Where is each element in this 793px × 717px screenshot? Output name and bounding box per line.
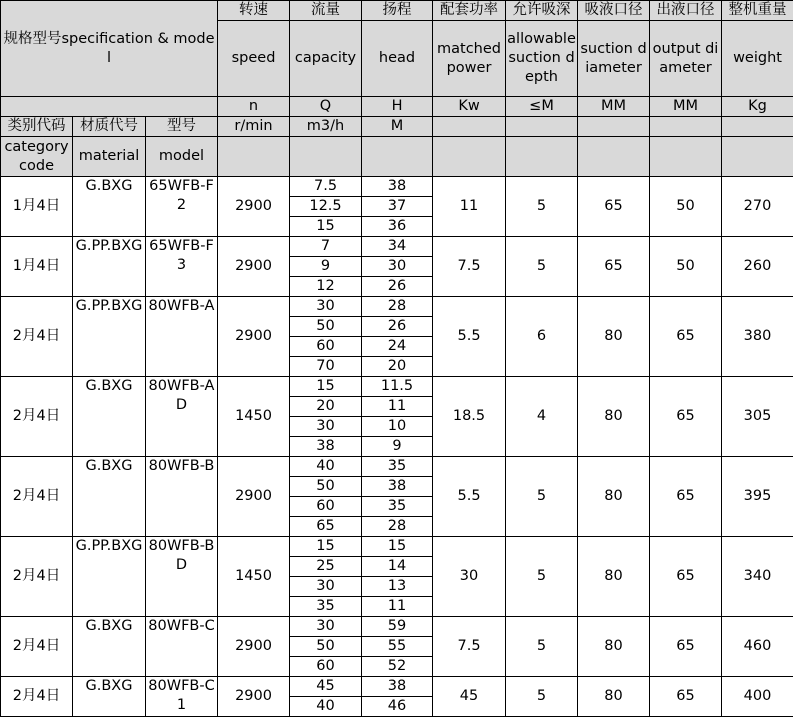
material-cell: G.PP.BXG [73, 237, 146, 297]
capacity-cell: 60 [290, 657, 362, 677]
table-row [1, 377, 793, 397]
suction-depth-cell: 5 [506, 237, 578, 297]
head-cell: 26 [362, 277, 433, 297]
head-cell: 11 [362, 597, 433, 617]
power-cell: 5.5 [433, 457, 506, 537]
head-cell: 55 [362, 637, 433, 657]
weight-cell: 460 [722, 617, 793, 677]
col-zh-capacity: 流量 [290, 1, 362, 21]
sub-en-category: category code [1, 137, 73, 177]
col-unit-head: H [362, 97, 433, 117]
suction-diameter-cell: 65 [578, 237, 650, 297]
table-row [1, 177, 793, 197]
col-en-suction: allowable suction depth [506, 21, 578, 97]
category-code-cell: 2月4日 [1, 677, 73, 717]
head-cell: 38 [362, 477, 433, 497]
col-unit-power: Kw [433, 97, 506, 117]
material-cell: G.BXG [73, 377, 146, 457]
suction-depth-cell: 4 [506, 377, 578, 457]
model-cell: 80WFB-B [146, 457, 218, 537]
table-row [1, 457, 793, 477]
col-subunit-output-dia [650, 117, 722, 137]
col-zh-power: 配套功率 [433, 1, 506, 21]
model-cell: 80WFB-A [146, 297, 218, 377]
speed-cell: 2900 [218, 677, 290, 717]
sub-en-blank [722, 137, 793, 177]
head-cell: 38 [362, 177, 433, 197]
power-cell: 30 [433, 537, 506, 617]
suction-diameter-cell: 65 [578, 177, 650, 237]
capacity-cell: 40 [290, 457, 362, 477]
head-cell: 15 [362, 537, 433, 557]
capacity-cell: 50 [290, 317, 362, 337]
capacity-cell: 45 [290, 677, 362, 697]
capacity-cell: 12.5 [290, 197, 362, 217]
spec-model-header: 规格型号specification & model [1, 1, 218, 97]
weight-cell: 395 [722, 457, 793, 537]
header-blank [1, 97, 218, 117]
col-subunit-weight [722, 117, 793, 137]
output-diameter-cell: 50 [650, 237, 722, 297]
suction-depth-cell: 5 [506, 177, 578, 237]
col-en-suction-dia: suction diameter [578, 21, 650, 97]
capacity-cell: 7 [290, 237, 362, 257]
speed-cell: 1450 [218, 537, 290, 617]
col-subunit-speed: r/min [218, 117, 290, 137]
sub-en-blank [578, 137, 650, 177]
output-diameter-cell: 50 [650, 177, 722, 237]
head-cell: 36 [362, 217, 433, 237]
table-row [1, 617, 793, 637]
model-cell: 65WFB-F3 [146, 237, 218, 297]
speed-cell: 2900 [218, 177, 290, 237]
capacity-cell: 30 [290, 297, 362, 317]
col-en-capacity: capacity [290, 21, 362, 97]
power-cell: 7.5 [433, 617, 506, 677]
head-cell: 35 [362, 457, 433, 477]
power-cell: 45 [433, 677, 506, 717]
speed-cell: 1450 [218, 377, 290, 457]
head-cell: 11 [362, 397, 433, 417]
capacity-cell: 38 [290, 437, 362, 457]
category-code-cell: 2月4日 [1, 457, 73, 537]
category-code-cell: 2月4日 [1, 297, 73, 377]
output-diameter-cell: 65 [650, 457, 722, 537]
table-row [1, 537, 793, 557]
head-cell: 24 [362, 337, 433, 357]
head-cell: 59 [362, 617, 433, 637]
table-row [1, 297, 793, 317]
suction-diameter-cell: 80 [578, 537, 650, 617]
sub-zh-category: 类别代码 [1, 117, 73, 137]
capacity-cell: 30 [290, 417, 362, 437]
material-cell: G.BXG [73, 457, 146, 537]
output-diameter-cell: 65 [650, 377, 722, 457]
suction-depth-cell: 5 [506, 617, 578, 677]
weight-cell: 270 [722, 177, 793, 237]
col-subunit-suction-dia [578, 117, 650, 137]
sub-en-blank [433, 137, 506, 177]
weight-cell: 380 [722, 297, 793, 377]
capacity-cell: 9 [290, 257, 362, 277]
col-subunit-power [433, 117, 506, 137]
col-unit-output-dia: MM [650, 97, 722, 117]
col-zh-weight: 整机重量 [722, 1, 793, 21]
model-cell: 80WFB-BD [146, 537, 218, 617]
suction-depth-cell: 5 [506, 537, 578, 617]
sub-en-material: material [73, 137, 146, 177]
capacity-cell: 15 [290, 537, 362, 557]
power-cell: 7.5 [433, 237, 506, 297]
suction-depth-cell: 5 [506, 457, 578, 537]
head-cell: 37 [362, 197, 433, 217]
model-cell: 80WFB-C [146, 617, 218, 677]
model-cell: 65WFB-F2 [146, 177, 218, 237]
head-cell: 13 [362, 577, 433, 597]
col-subunit-capacity: m3/h [290, 117, 362, 137]
head-cell: 52 [362, 657, 433, 677]
capacity-cell: 30 [290, 617, 362, 637]
weight-cell: 260 [722, 237, 793, 297]
sub-en-blank [362, 137, 433, 177]
category-code-cell: 2月4日 [1, 537, 73, 617]
suction-diameter-cell: 80 [578, 297, 650, 377]
table-row [1, 677, 793, 697]
suction-depth-cell: 6 [506, 297, 578, 377]
output-diameter-cell: 65 [650, 537, 722, 617]
head-cell: 35 [362, 497, 433, 517]
col-en-weight: weight [722, 21, 793, 97]
head-cell: 20 [362, 357, 433, 377]
capacity-cell: 50 [290, 637, 362, 657]
col-unit-speed: n [218, 97, 290, 117]
head-cell: 28 [362, 517, 433, 537]
sub-en-blank [218, 137, 290, 177]
capacity-cell: 15 [290, 377, 362, 397]
sub-zh-model: 型号 [146, 117, 218, 137]
capacity-cell: 50 [290, 477, 362, 497]
power-cell: 11 [433, 177, 506, 237]
col-zh-suction: 允许吸深 [506, 1, 578, 21]
capacity-cell: 15 [290, 217, 362, 237]
head-cell: 11.5 [362, 377, 433, 397]
col-zh-output-dia: 出液口径 [650, 1, 722, 21]
suction-diameter-cell: 80 [578, 457, 650, 537]
category-code-cell: 1月4日 [1, 177, 73, 237]
head-cell: 28 [362, 297, 433, 317]
category-code-cell: 2月4日 [1, 617, 73, 677]
suction-depth-cell: 5 [506, 677, 578, 717]
output-diameter-cell: 65 [650, 297, 722, 377]
weight-cell: 340 [722, 537, 793, 617]
material-cell: G.PP.BXG [73, 297, 146, 377]
capacity-cell: 35 [290, 597, 362, 617]
head-cell: 34 [362, 237, 433, 257]
sub-en-model: model [146, 137, 218, 177]
head-cell: 26 [362, 317, 433, 337]
capacity-cell: 40 [290, 697, 362, 717]
head-cell: 46 [362, 697, 433, 717]
speed-cell: 2900 [218, 297, 290, 377]
capacity-cell: 60 [290, 337, 362, 357]
power-cell: 5.5 [433, 297, 506, 377]
category-code-cell: 1月4日 [1, 237, 73, 297]
capacity-cell: 12 [290, 277, 362, 297]
head-cell: 9 [362, 437, 433, 457]
material-cell: G.BXG [73, 677, 146, 717]
model-cell: 80WFB-AD [146, 377, 218, 457]
sub-zh-material: 材质代号 [73, 117, 146, 137]
capacity-cell: 65 [290, 517, 362, 537]
col-unit-weight: Kg [722, 97, 793, 117]
head-cell: 10 [362, 417, 433, 437]
col-zh-speed: 转速 [218, 1, 290, 21]
col-unit-suction-dia: MM [578, 97, 650, 117]
col-zh-suction-dia: 吸液口径 [578, 1, 650, 21]
suction-diameter-cell: 80 [578, 617, 650, 677]
material-cell: G.PP.BXG [73, 537, 146, 617]
weight-cell: 305 [722, 377, 793, 457]
col-en-head: head [362, 21, 433, 97]
head-cell: 38 [362, 677, 433, 697]
col-unit-suction: ≤M [506, 97, 578, 117]
col-en-power: matched power [433, 21, 506, 97]
capacity-cell: 30 [290, 577, 362, 597]
col-subunit-head: M [362, 117, 433, 137]
model-cell: 80WFB-C1 [146, 677, 218, 717]
col-unit-capacity: Q [290, 97, 362, 117]
power-cell: 18.5 [433, 377, 506, 457]
col-zh-head: 扬程 [362, 1, 433, 21]
col-en-output-dia: output diameter [650, 21, 722, 97]
speed-cell: 2900 [218, 237, 290, 297]
sub-en-blank [650, 137, 722, 177]
sub-en-blank [290, 137, 362, 177]
capacity-cell: 7.5 [290, 177, 362, 197]
output-diameter-cell: 65 [650, 617, 722, 677]
col-subunit-suction [506, 117, 578, 137]
speed-cell: 2900 [218, 617, 290, 677]
capacity-cell: 70 [290, 357, 362, 377]
material-cell: G.BXG [73, 177, 146, 237]
capacity-cell: 20 [290, 397, 362, 417]
output-diameter-cell: 65 [650, 677, 722, 717]
table-row [1, 237, 793, 257]
speed-cell: 2900 [218, 457, 290, 537]
col-en-speed: speed [218, 21, 290, 97]
capacity-cell: 60 [290, 497, 362, 517]
sub-en-blank [506, 137, 578, 177]
category-code-cell: 2月4日 [1, 377, 73, 457]
suction-diameter-cell: 80 [578, 377, 650, 457]
capacity-cell: 25 [290, 557, 362, 577]
head-cell: 30 [362, 257, 433, 277]
material-cell: G.BXG [73, 617, 146, 677]
suction-diameter-cell: 80 [578, 677, 650, 717]
weight-cell: 400 [722, 677, 793, 717]
head-cell: 14 [362, 557, 433, 577]
